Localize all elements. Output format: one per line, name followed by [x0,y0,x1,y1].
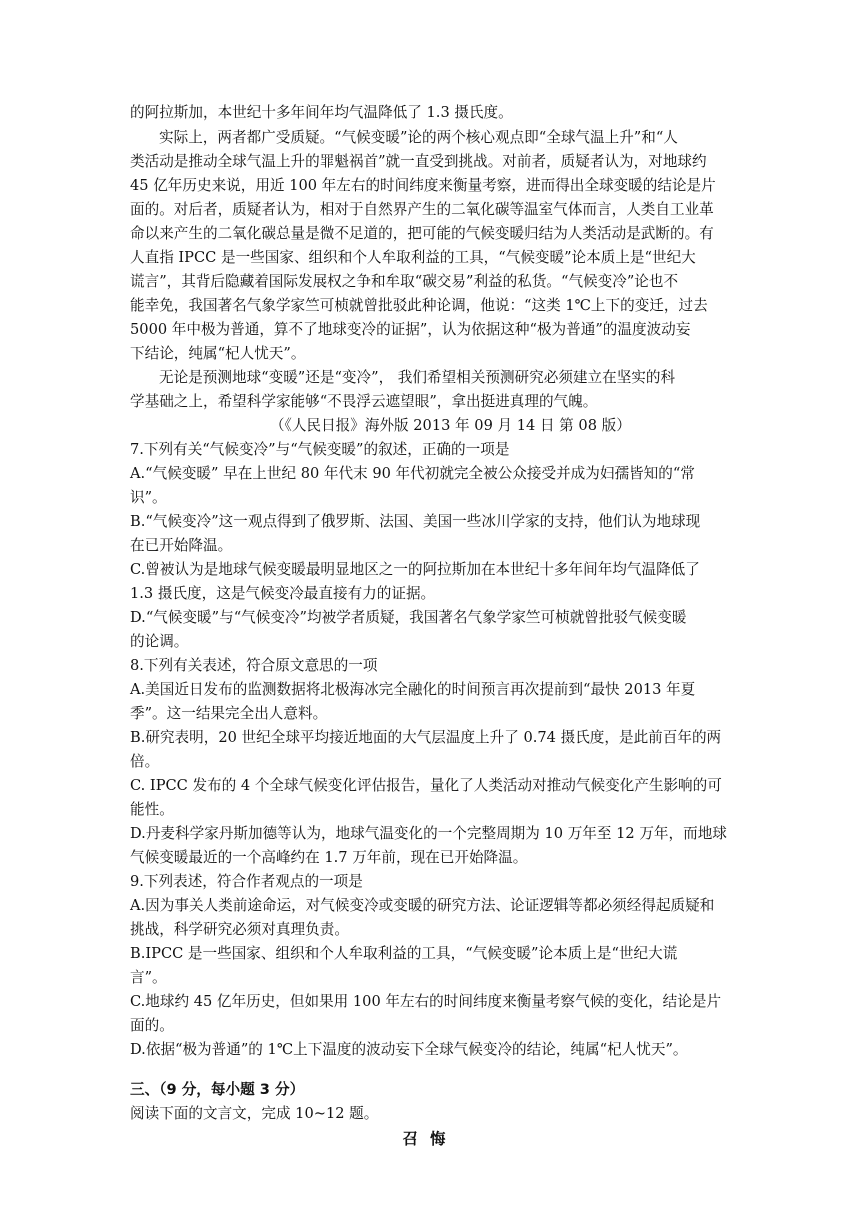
passage-line: 谎言”，其背后隐藏着国际发展权之争和牟取“碳交易”利益的私货。“气候变冷”论也不 [130,273,679,290]
question-7-stem: 7.下列有关“气候变冷”与“气候变暖”的叙述，正确的一项是 [130,441,510,458]
section-heading: 三、（9 分，每小题 3 分） [130,1081,305,1098]
question-8-option-d-cont: 气候变暖最近的一个高峰约在 1.7 万年前，现在已开始降温。 [130,849,528,866]
passage-title: 召悔 [402,1130,458,1148]
passage-line: 的阿拉斯加，本世纪十多年间年均气温降低了 1.3 摄氏度。 [130,104,513,121]
question-9-option-b: B.IPCC 是一些国家、组织和个人牟取利益的工具，“气候变暖”论本质上是“世纪大谎 [130,945,678,962]
question-7-option-a: A.“气候变暖” 早在上世纪 80 年代末 90 年代初就完全被公众接受并成为妇孺皆知的“常 [130,465,695,482]
passage-line: 面的。对后者，质疑者认为，相对于自然界产生的二氧化碳等温室气体而言，人类自工业革 [130,201,714,218]
question-8-stem: 8.下列有关表述，符合原文意思的一项 [130,657,378,674]
passage-line: 5000 年中极为普通，算不了地球变冷的证据”，认为依据这种“极为普通”的温度波动妄 [130,321,691,338]
source-citation: （《人民日报》海外版 2013 年 09 月 14 日 第 08 版） [270,417,631,434]
question-9-option-a-cont: 挑战，科学研究必须对真理负责。 [130,921,349,938]
question-9-option-d: D.依据“极为普通”的 1℃上下温度的波动妄下全球气候变冷的结论，纯属“杞人忧天”。 [130,1041,688,1058]
question-7-option-d-cont: 的论调。 [130,633,189,650]
passage-line: 类活动是推动全球气温上升的罪魁祸首”就一直受到挑战。对前者，质疑者认为，对地球约 [130,153,707,170]
passage-line: 实际上，两者都广受质疑。“气候变暖”论的两个核心观点即“全球气温上升”和“人 [159,129,678,146]
passage-line: 无论是预测地球“变暖”还是“变冷”， 我们希望相关预测研究必须建立在坚实的科 [159,369,676,386]
section-instruction: 阅读下面的文言文，完成 10~12 题。 [130,1105,379,1122]
question-9-option-a: A.因为事关人类前途命运，对气候变冷或变暖的研究方法、论证逻辑等都必须经得起质疑和 [130,897,715,914]
passage-line: 45 亿年历史来说，用近 100 年左右的时间纬度来衡量考察，进而得出全球变暖的结论是片 [130,177,716,194]
question-8-option-b: B.研究表明，20 世纪全球平均接近地面的大气层温度上升了 0.74 摄氏度，是此前百年的两 [130,729,722,746]
question-9-option-c: C.地球约 45 亿年历史，但如果用 100 年左右的时间纬度来衡量考察气候的变化，结论是片 [130,993,722,1010]
question-7-option-d: D.“气候变暖”与“气候变冷”均被学者质疑，我国著名气象学家竺可桢就曾批驳气候变暖 [130,609,687,626]
passage-line: 能幸免，我国著名气象学家竺可桢就曾批驳此种论调，他说：“这类 1℃上下的变迁，过去 [130,297,708,314]
question-9-option-c-cont: 面的。 [130,1017,174,1034]
passage-line: 人直指 IPCC 是一些国家、组织和个人牟取利益的工具，“气候变暖”论本质上是“世纪大 [130,249,696,266]
question-8-option-c: C. IPCC 发布的 4 个全球气候变化评估报告，量化了人类活动对推动气候变化产生影响的可 [130,777,722,794]
passage-line: 命以来产生的二氧化碳总量是微不足道的，把可能的气候变暖归结为人类活动是武断的。有 [130,225,714,242]
question-7-option-a-cont: 识”。 [130,489,167,506]
question-8-option-b-cont: 倍。 [130,753,160,770]
question-8-option-a-cont: 季”。这一结果完全出人意料。 [130,705,328,722]
passage-line: 下结论，纯属“杞人忧天”。 [130,345,306,362]
question-8-option-c-cont: 能性。 [130,801,174,818]
question-8-option-a: A.美国近日发布的监测数据将北极海冰完全融化的时间预言再次提前到“最快 2013 年夏 [130,681,696,698]
question-8-option-d: D.丹麦科学家丹斯加德等认为，地球气温变化的一个完整周期为 10 万年至 12 万年，而地球 [130,825,727,842]
question-7-option-b-cont: 在已开始降温。 [130,537,233,554]
question-7-option-c-cont: 1.3 摄氏度，这是气候变冷最直接有力的证据。 [130,585,436,602]
question-7-option-c: C.曾被认为是地球气候变暖最明显地区之一的阿拉斯加在本世纪十多年间年均气温降低了 [130,561,700,578]
question-9-stem: 9.下列表述，符合作者观点的一项是 [130,873,363,890]
question-9-option-b-cont: 言”。 [130,969,167,986]
question-7-option-b: B.“气候变冷”这一观点得到了俄罗斯、法国、美国一些冰川学家的支持，他们认为地球现 [130,513,701,530]
passage-line: 学基础之上，希望科学家能够“不畏浮云遮望眼”，拿出挺进真理的气魄。 [130,393,598,410]
